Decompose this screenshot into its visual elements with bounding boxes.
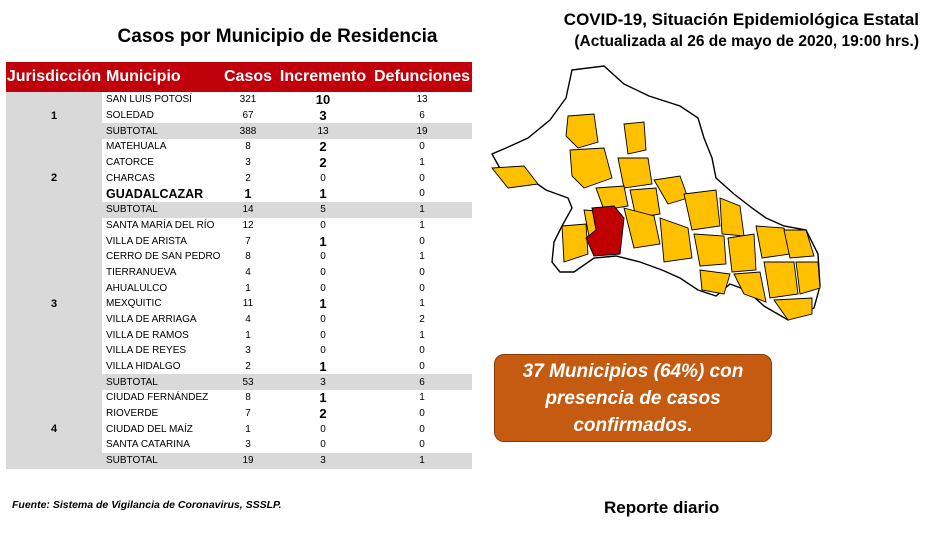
header-defunciones: Defunciones <box>372 62 472 92</box>
defunciones-cell: 0 <box>419 439 425 451</box>
casos-cell: 4 <box>245 313 251 325</box>
incremento-cell: 0 <box>320 282 326 294</box>
casos-cell: 2 <box>245 172 251 184</box>
callout-box: 37 Municipios (64%) con presencia de casos confirmados. <box>494 354 772 442</box>
cases-table-body <box>6 92 472 469</box>
state-map <box>484 58 834 328</box>
municipio-cell: GUADALCAZAR <box>106 186 204 201</box>
casos-cell: 321 <box>239 94 257 106</box>
municipio-cell: SAN LUIS POTOSÍ <box>106 94 192 106</box>
right-title-line2: (Actualizada al 26 de mayo de 2020, 19:00 hrs.) <box>574 33 919 50</box>
casos-cell: 19 <box>222 453 274 469</box>
municipio-cell: SANTA CATARINA <box>106 439 190 451</box>
municipio-cell: SUBTOTAL <box>102 202 222 218</box>
casos-cell: 14 <box>222 202 274 218</box>
incremento-cell: 5 <box>274 202 372 218</box>
defunciones-cell: 2 <box>419 313 425 325</box>
municipio-cell: CATORCE <box>106 157 154 169</box>
table-row <box>6 139 472 155</box>
municipio-cell: MEXQUITIC <box>106 298 162 310</box>
casos-cell: 53 <box>222 374 274 390</box>
casos-cell: 1 <box>245 282 251 294</box>
municipio-cell: VILLA DE ARISTA <box>106 235 187 247</box>
header-municipio: Municipio <box>102 62 222 92</box>
incremento-cell: 2 <box>319 406 327 422</box>
municipio-cell: SUBTOTAL <box>102 453 222 469</box>
defunciones-cell: 1 <box>419 157 425 169</box>
casos-cell: 11 <box>242 298 254 310</box>
municipio-cell: VILLA DE ARRIAGA <box>106 313 197 325</box>
incremento-cell: 3 <box>274 453 372 469</box>
table-row <box>6 218 472 234</box>
right-title-line1: COVID-19, Situación Epidemiológica Estatal <box>563 10 919 29</box>
municipio-cell: SUBTOTAL <box>102 374 222 390</box>
defunciones-cell: 0 <box>419 423 425 435</box>
municipio-cell: CIUDAD DEL MAÍZ <box>106 423 193 435</box>
incremento-cell: 0 <box>320 313 326 325</box>
report-label: Reporte diario <box>604 498 720 517</box>
jurisdiction-cell: 1 <box>6 92 102 139</box>
casos-cell: 1 <box>244 186 252 201</box>
table-row <box>6 92 472 108</box>
header-casos: Casos <box>222 62 274 92</box>
casos-cell: 3 <box>245 157 251 169</box>
defunciones-cell: 0 <box>419 172 425 184</box>
incremento-cell: 0 <box>320 251 326 263</box>
casos-cell: 4 <box>245 266 251 278</box>
municipio-cell: RIOVERDE <box>106 408 159 420</box>
defunciones-cell: 6 <box>372 374 472 390</box>
incremento-cell: 1 <box>319 296 327 312</box>
incremento-cell: 0 <box>320 423 326 435</box>
casos-cell: 67 <box>242 110 254 122</box>
defunciones-cell: 0 <box>419 188 425 200</box>
municipio-cell: MATEHUALA <box>106 141 167 153</box>
incremento-cell: 3 <box>319 108 327 124</box>
source-note: Fuente: Sistema de Vigilancia de Coronavirus, SSSLP. <box>12 499 282 511</box>
defunciones-cell: 0 <box>419 235 425 247</box>
defunciones-cell: 1 <box>419 392 425 404</box>
incremento-cell: 10 <box>315 92 331 108</box>
incremento-cell: 0 <box>320 219 326 231</box>
casos-cell: 1 <box>245 329 251 341</box>
casos-cell: 3 <box>245 345 251 357</box>
municipio-cell: VILLA HIDALGO <box>106 361 181 373</box>
defunciones-cell: 1 <box>419 219 425 231</box>
defunciones-cell: 0 <box>419 408 425 420</box>
municipio-cell: CERRO DE SAN PEDRO <box>106 251 221 263</box>
municipio-cell: AHUALULCO <box>106 282 168 294</box>
defunciones-cell: 1 <box>372 202 472 218</box>
cases-table <box>6 62 472 469</box>
defunciones-cell: 19 <box>372 123 472 139</box>
jurisdiction-cell: 2 <box>6 139 102 217</box>
municipio-cell: CIUDAD FERNÁNDEZ <box>106 392 209 404</box>
casos-cell: 7 <box>245 235 251 247</box>
municipio-cell: VILLA DE RAMOS <box>106 329 189 341</box>
casos-cell: 3 <box>245 439 251 451</box>
incremento-cell: 2 <box>319 155 327 171</box>
municipio-cell: SOLEDAD <box>106 110 154 122</box>
municipio-cell: VILLA DE REYES <box>106 345 187 357</box>
defunciones-cell: 1 <box>372 453 472 469</box>
defunciones-cell: 0 <box>419 282 425 294</box>
casos-cell: 1 <box>245 423 251 435</box>
municipio-cell: TIERRANUEVA <box>106 266 177 278</box>
casos-cell: 7 <box>245 408 251 420</box>
casos-cell: 8 <box>245 141 251 153</box>
left-title: Casos por Municipio de Residencia <box>117 26 438 47</box>
incremento-cell: 1 <box>319 186 327 202</box>
header-incremento: Incremento <box>274 62 372 92</box>
defunciones-cell: 0 <box>419 361 425 373</box>
incremento-cell: 1 <box>319 390 327 406</box>
incremento-cell: 0 <box>320 266 326 278</box>
defunciones-cell: 1 <box>419 251 425 263</box>
jurisdiction-cell: 3 <box>6 218 102 391</box>
incremento-cell: 0 <box>320 329 326 341</box>
right-title <box>564 9 919 53</box>
incremento-cell: 2 <box>319 139 327 155</box>
table-header-row <box>6 62 472 92</box>
incremento-cell: 0 <box>320 439 326 451</box>
casos-cell: 388 <box>222 123 274 139</box>
municipio-cell: CHARCAS <box>106 172 155 184</box>
incremento-cell: 0 <box>320 345 326 357</box>
table-row <box>6 390 472 406</box>
defunciones-cell: 1 <box>419 329 425 341</box>
defunciones-cell: 1 <box>419 298 425 310</box>
municipio-cell: SUBTOTAL <box>102 123 222 139</box>
incremento-cell: 0 <box>320 172 326 184</box>
casos-cell: 8 <box>245 251 251 263</box>
incremento-cell: 1 <box>319 233 327 249</box>
casos-cell: 8 <box>245 392 251 404</box>
casos-cell: 12 <box>242 219 254 231</box>
defunciones-cell: 0 <box>419 266 425 278</box>
incremento-cell: 1 <box>319 359 327 375</box>
jurisdiction-cell: 4 <box>6 390 102 468</box>
incremento-cell: 13 <box>274 123 372 139</box>
defunciones-cell: 13 <box>416 94 428 106</box>
municipio-cell: SANTA MARÍA DEL RÍO <box>106 219 215 231</box>
header-jurisdiccion: Jurisdicción <box>6 62 102 92</box>
incremento-cell: 3 <box>274 374 372 390</box>
defunciones-cell: 6 <box>419 110 425 122</box>
defunciones-cell: 0 <box>419 345 425 357</box>
casos-cell: 2 <box>245 361 251 373</box>
defunciones-cell: 0 <box>419 141 425 153</box>
